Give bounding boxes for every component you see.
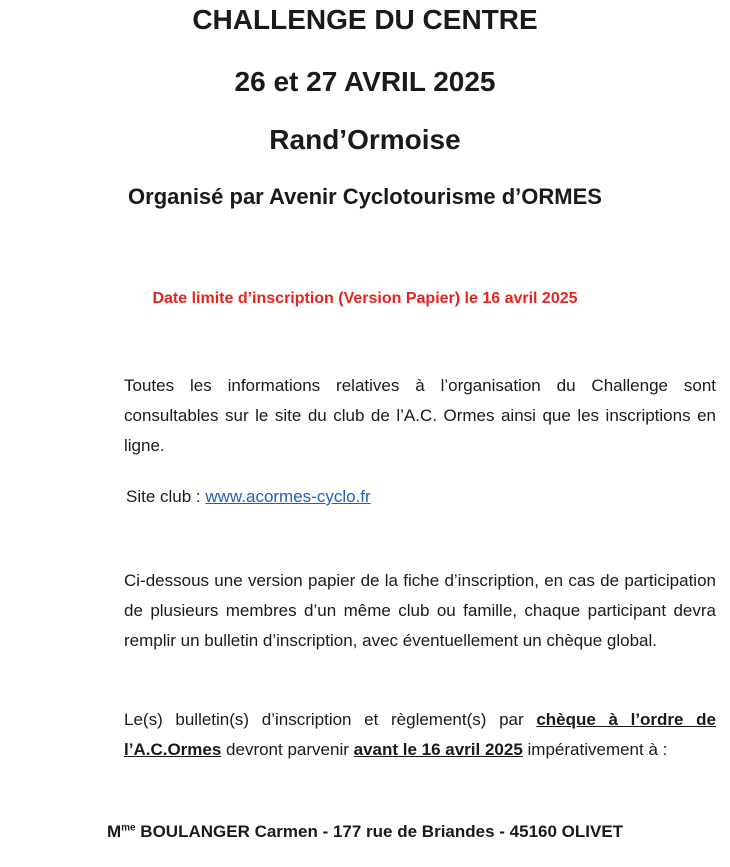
payment-text-2: devront parvenir	[221, 740, 354, 759]
site-line	[126, 482, 371, 512]
payment-paragraph	[124, 705, 716, 765]
payment-cheque-order: chèque à l’ordre de l’A.C.Ormes	[124, 710, 716, 759]
title-challenge: CHALLENGE DU CENTRE	[192, 4, 538, 35]
site-link[interactable]: www.acormes-cyclo.fr	[205, 487, 371, 506]
site-label: Site club :	[126, 487, 206, 506]
title-dates: 26 et 27 AVRIL 2025	[234, 66, 496, 97]
title-event-name: Rand’Ormoise	[269, 124, 461, 155]
address-sup: me	[121, 822, 136, 834]
payment-text-3: impérativement à :	[522, 740, 668, 759]
info-paragraph: Toutes les informations relatives à l’organisation du Challenge sont consultables sur le site du club de l’A.C. Ormes ainsi que les inscriptions en ligne.	[124, 376, 716, 455]
address-rest: BOULANGER Carmen - 177 rue de Briandes - 45160 OLIVET	[135, 822, 624, 841]
payment-text-1: Le(s) bulletin(s) d’inscription et règlement(s) par	[124, 710, 537, 729]
subtitle-organizer: Organisé par Avenir Cyclotourisme d’ORMES	[128, 184, 602, 209]
deadline-notice: Date limite d’inscription (Version Papier) le 16 avril 2025	[152, 290, 578, 307]
address-prefix: M	[106, 822, 122, 841]
payment-deadline: avant le 16 avril 2025	[353, 740, 523, 759]
mailing-address	[0, 822, 730, 842]
paper-version-paragraph: Ci-dessous une version papier de la fiche d’inscription, en cas de participation de plusieurs membres d’un même club ou famille, chaque participant devra remplir un bulletin d’inscription, avec éventuellement un chèque global.	[124, 571, 716, 650]
